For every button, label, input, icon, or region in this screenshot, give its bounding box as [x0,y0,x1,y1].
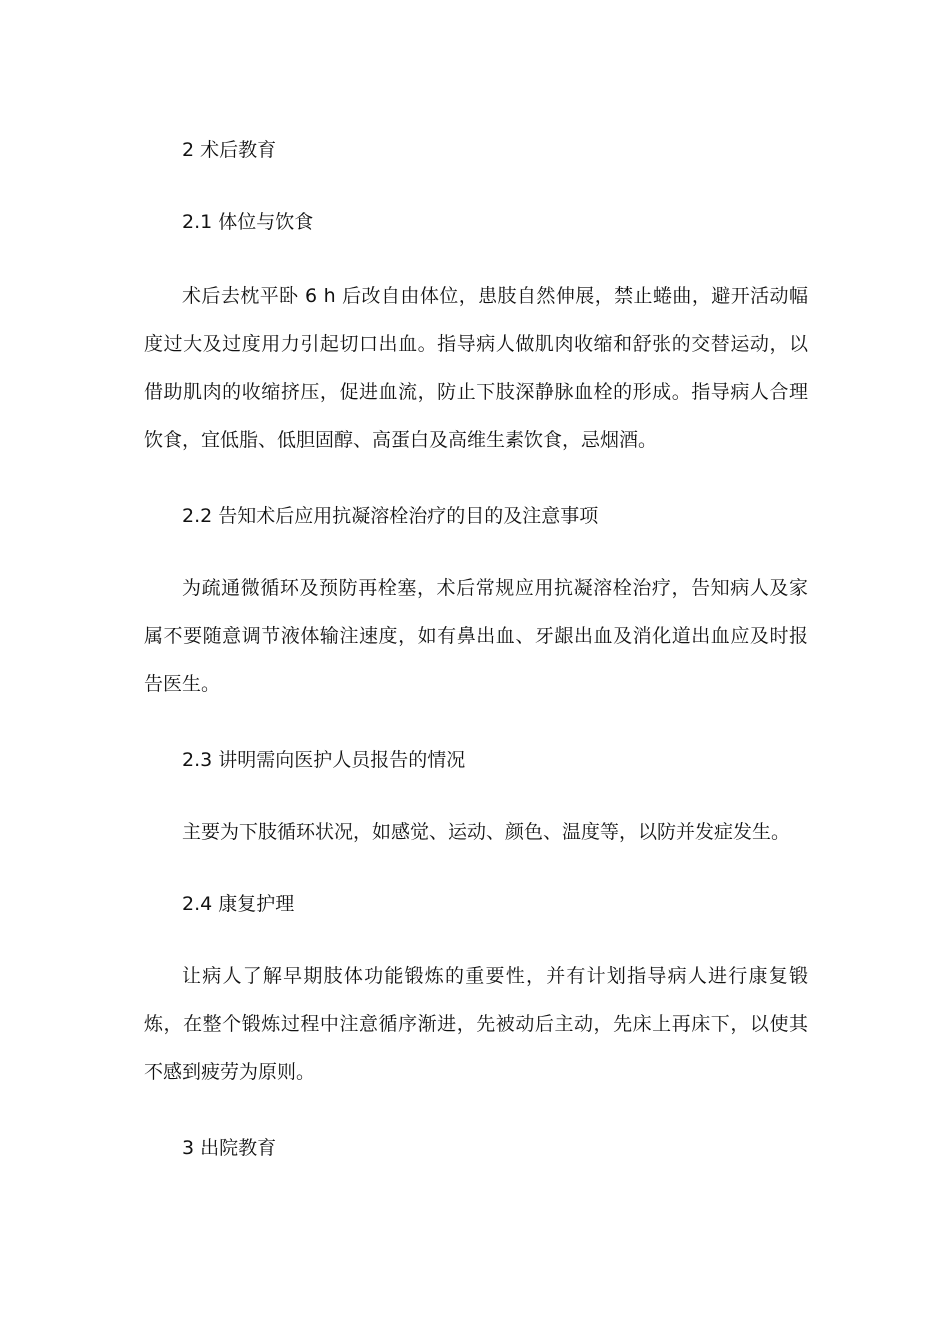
paragraph-2-2: 为疏通微循环及预防再栓塞，术后常规应用抗凝溶栓治疗，告知病人及家属不要随意调节液体输注速度，如有鼻出血、牙龈出血及消化道出血应及时报告医生。 [144,577,808,695]
subsection-heading-2-2: 2.2 告知术后应用抗凝溶栓治疗的目的及注意事项 [182,505,599,527]
subsection-heading-2-4: 2.4 康复护理 [182,893,295,915]
paragraph-2-4: 让病人了解早期肢体功能锻炼的重要性，并有计划指导病人进行康复锻炼，在整个锻炼过程中注意循序渐进，先被动后主动，先床上再床下，以使其不感到疲劳为原则。 [144,965,808,1083]
subsection-heading-2-3: 2.3 讲明需向医护人员报告的情况 [182,749,466,771]
subsection-heading-2-1: 2.1 体位与饮食 [182,211,314,233]
section-heading-2: 2 术后教育 [182,139,277,161]
section-heading-3: 3 出院教育 [182,1137,277,1159]
paragraph-2-3: 主要为下肢循环状况，如感觉、运动、颜色、温度等，以防并发症发生。 [182,821,791,843]
paragraph-2-1: 术后去枕平卧 6 h 后改自由体位，患肢自然伸展，禁止蜷曲，避开活动幅度过大及过度用力引起切口出血。指导病人做肌肉收缩和舒张的交替运动，以借助肌肉的收缩挤压，促进血流，防止下肢深静脉血栓的形成。指导病人合理饮食，宜低脂、低胆固醇、高蛋白及高维生素饮食，忌烟酒。 [144,285,808,451]
